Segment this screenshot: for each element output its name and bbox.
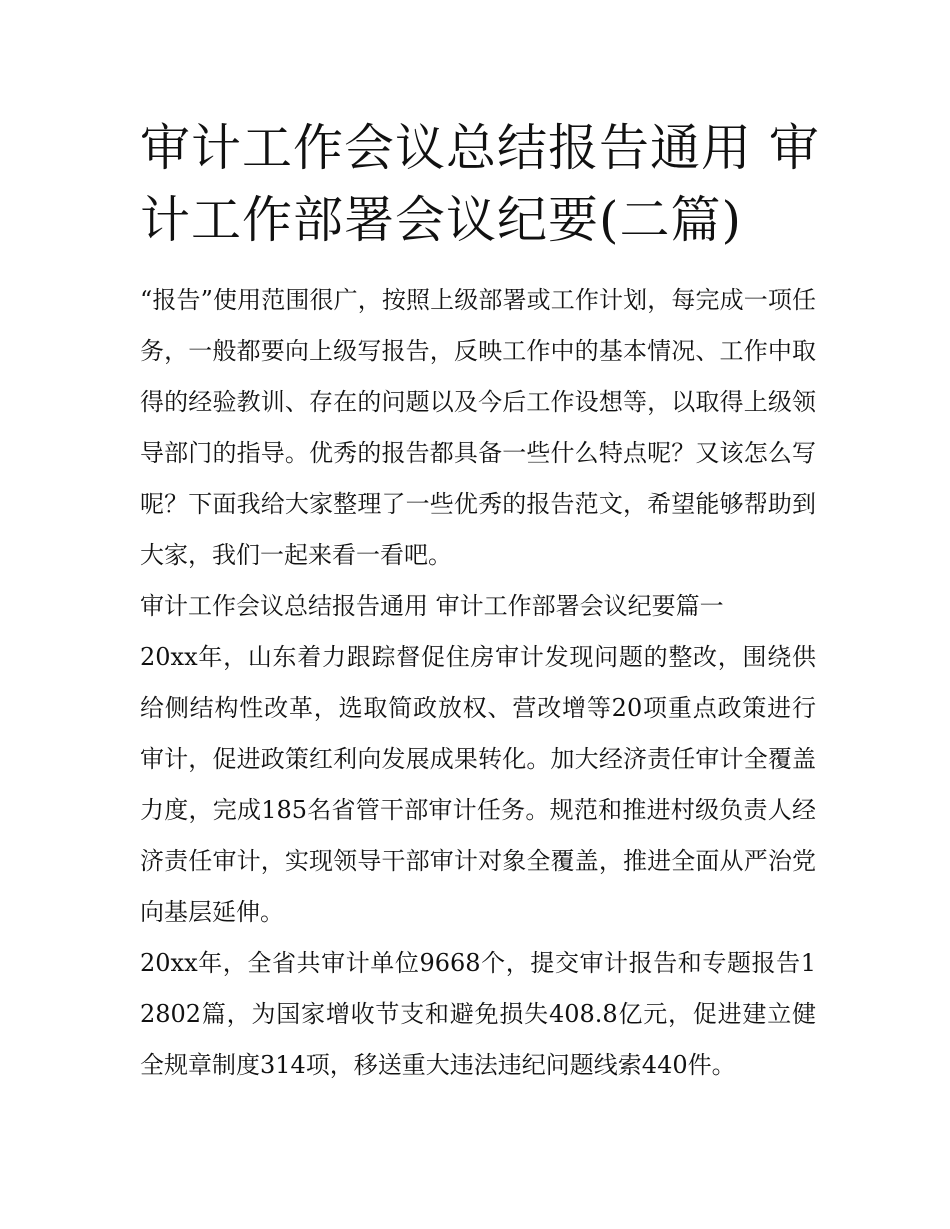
section-heading: 审计工作会议总结报告通用 审计工作部署会议纪要篇一 — [140, 592, 724, 620]
document-title: 审计工作会议总结报告通用 审计工作部署会议纪要(二篇) — [140, 119, 820, 249]
body-paragraph: 20xx年，全省共审计单位9668个，提交审计报告和专题报告12802篇，为国家增收节支和避免损失408.8亿元，促进建立健全规章制度314项，移送重大违法违纪问题线索440件。 — [140, 949, 816, 1079]
intro-paragraph: “报告”使用范围很广，按照上级部署或工作计划，每完成一项任务，一般都要向上级写报告，反映工作中的基本情况、工作中取得的经验教训、存在的问题以及今后工作设想等，以取得上级领导部门的指导。优秀的报告都具备一些什么特点呢？又该怎么写呢？下面我给大家整理了一些优秀的报告范文，希望能够帮助到大家，我们一起来看一看吧。 — [140, 286, 816, 569]
document-body — [140, 275, 816, 1091]
body-paragraph: 20xx年，山东着力跟踪督促住房审计发现问题的整改，围绕供给侧结构性改革，选取简政放权、营改增等20项重点政策进行审计，促进政策红利向发展成果转化。加大经济责任审计全覆盖力度，完成185名省管干部审计任务。规范和推进村级负责人经济责任审计，实现领导干部审计对象全覆盖，推进全面从严治党向基层延伸。 — [140, 643, 816, 926]
